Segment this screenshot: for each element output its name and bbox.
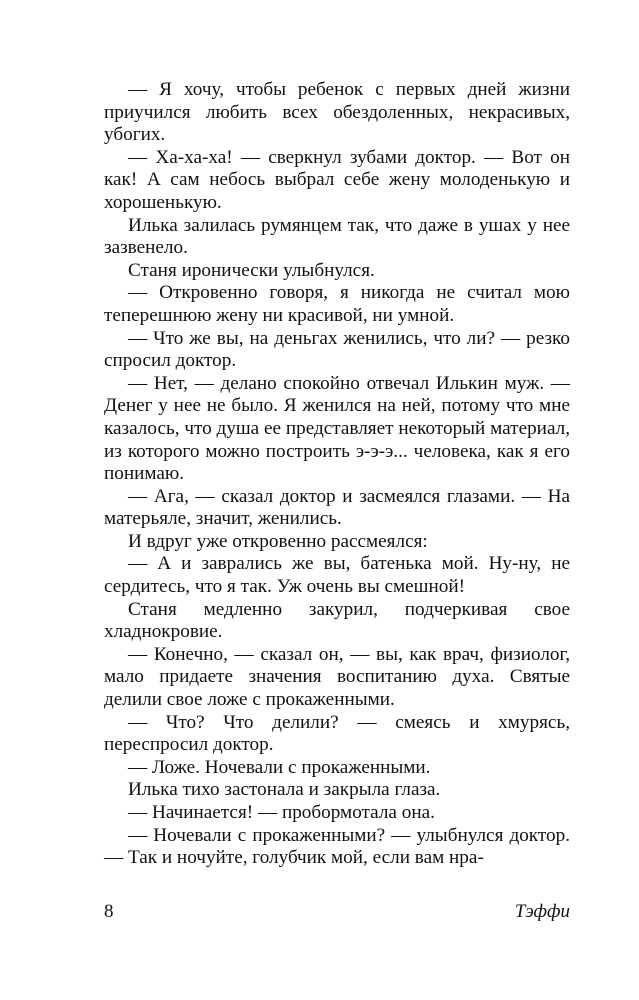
paragraph: Станя иронически улыбнулся. [128,259,375,281]
paragraph: — Что? Что делили? — смеясь и хмурясь, переспросил доктор. [104,711,570,756]
paragraph: — Откровенно говоря, я никогда не считал мою теперешнюю жену ни красивой, ни умной. [104,282,570,326]
paragraph: — Ага, — сказал доктор и засмеялся глазами. — На матерьяле, значит, женились. [104,485,570,530]
paragraph: — Конечно, — сказал он, — вы, как врач, физиолог, мало придаете значения воспитанию духа. Святые делили свое ложе с прокаженными. [104,643,570,711]
paragraph: — Начинается! — пробормотала она. [128,802,435,823]
paragraph: — А и заврались же вы, батенька мой. Ну-ну, не сердитесь, что я так. Уж очень вы смешной! [104,553,570,598]
running-footer-author: Тэффи [514,901,570,922]
paragraph: — Ночевали с прокаженными? — улыбнулся доктор. — Так и ночуйте, голубчик мой, если вам нра- [104,824,570,869]
paragraph: Илька тихо застонала и закрыла глаза. [128,779,441,801]
paragraph: — Что же вы, на деньгах женились, что ли? — резко спросил доктор. [104,327,570,372]
paragraph: — Ха-ха-ха! — сверкнул зубами доктор. — Вот он как! А сам небось выбрал себе жену молоденькую и хорошенькую. [104,146,570,213]
paragraph: — Я хочу, чтобы ребенок с первых дней жизни приучился любить всех обездоленных, некрасивых, убогих. [104,79,570,146]
paragraph: — Ложе. Ночевали с прокаженными. [128,756,431,778]
page-number: 8 [104,901,114,922]
paragraph: Илька залилась румянцем так, что даже в ушах у нее зазвенело. [104,214,570,259]
paragraph: — Нет, — делано спокойно отвечал Илькин муж. — Денег у нее не было. Я женился на ней, потому что мне казалось, что душа ее представляет некоторый материал, из которого можно построить э-э-э... человека, как я его понимаю. [104,372,570,485]
body-text [104,79,570,870]
paragraph: И вдруг уже откровенно рассмеялся: [128,530,428,552]
paragraph: Станя медленно закурил, подчеркивая свое хладнокровие. [104,598,570,643]
